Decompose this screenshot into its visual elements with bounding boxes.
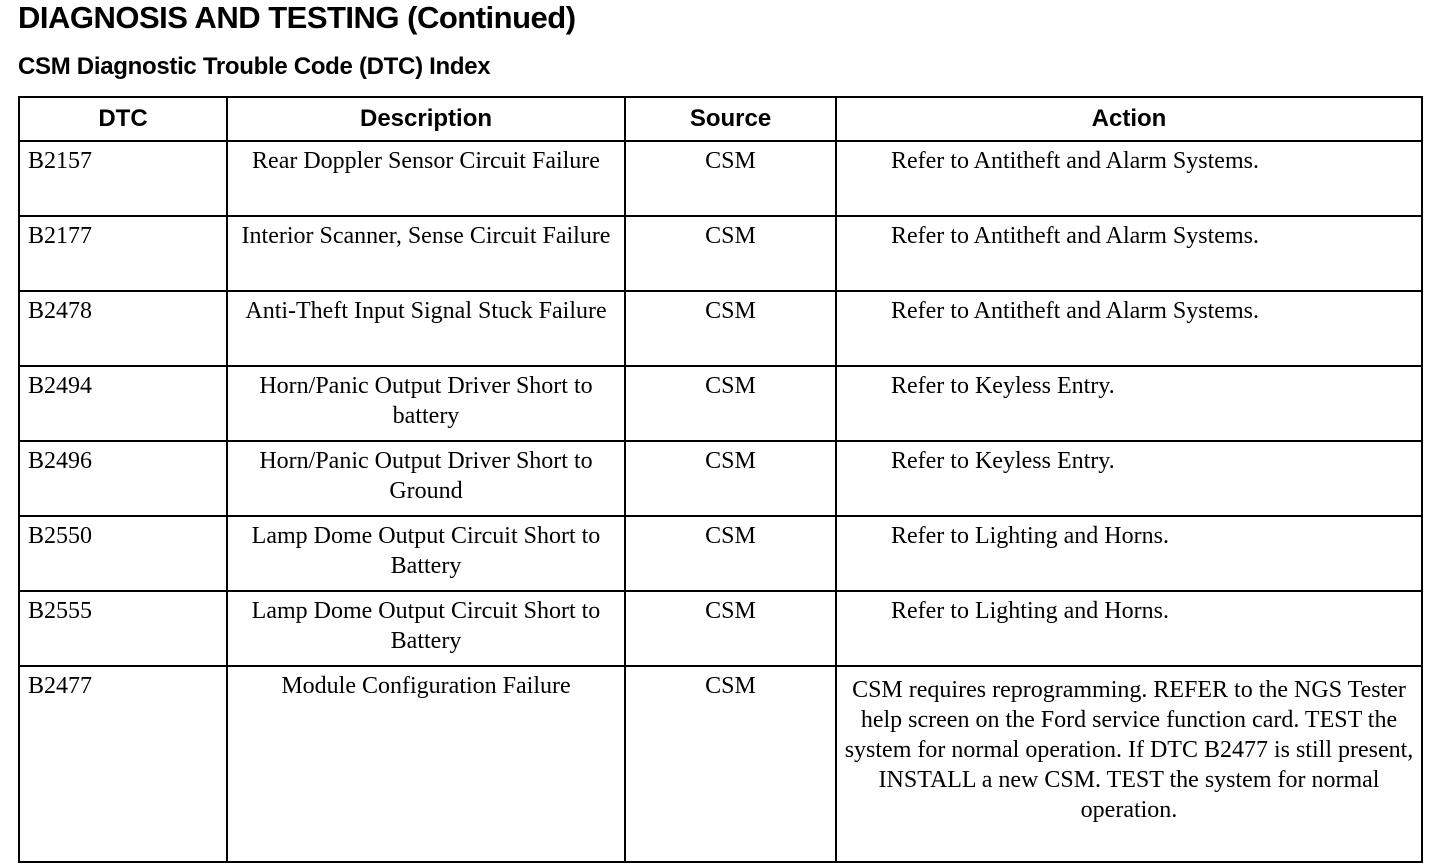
dtc-index-table	[18, 96, 1423, 863]
column-header-source: Source	[625, 97, 836, 141]
source-cell: CSM	[625, 291, 836, 366]
source-cell: CSM	[625, 591, 836, 666]
page-title: DIAGNOSIS AND TESTING (Continued)	[18, 0, 576, 35]
description-cell: Rear Doppler Sensor Circuit Failure	[227, 141, 625, 216]
dtc-code-cell: B2177	[19, 216, 227, 291]
dtc-code-cell: B2478	[19, 291, 227, 366]
table-header-row	[19, 97, 1422, 141]
dtc-code-cell: B2494	[19, 366, 227, 441]
column-header-dtc: DTC	[19, 97, 227, 141]
column-header-action: Action	[836, 97, 1422, 141]
description-cell: Interior Scanner, Sense Circuit Failure	[227, 216, 625, 291]
section-title: CSM Diagnostic Trouble Code (DTC) Index	[18, 53, 491, 80]
action-cell: Refer to Keyless Entry.	[836, 366, 1422, 441]
source-cell: CSM	[625, 216, 836, 291]
source-cell: CSM	[625, 516, 836, 591]
table-row	[19, 291, 1422, 366]
description-cell: Lamp Dome Output Circuit Short to Battery	[227, 591, 625, 666]
description-cell: Anti-Theft Input Signal Stuck Failure	[227, 291, 625, 366]
action-cell: Refer to Antitheft and Alarm Systems.	[836, 291, 1422, 366]
dtc-code-cell: B2496	[19, 441, 227, 516]
description-cell: Lamp Dome Output Circuit Short to Battery	[227, 516, 625, 591]
column-header-description: Description	[227, 97, 625, 141]
dtc-code-cell: B2157	[19, 141, 227, 216]
action-cell: Refer to Lighting and Horns.	[836, 516, 1422, 591]
dtc-code-cell: B2550	[19, 516, 227, 591]
source-cell: CSM	[625, 141, 836, 216]
dtc-code-cell: B2477	[19, 666, 227, 862]
action-cell: Refer to Antitheft and Alarm Systems.	[836, 141, 1422, 216]
description-cell: Horn/Panic Output Driver Short to battery	[227, 366, 625, 441]
source-cell: CSM	[625, 441, 836, 516]
table-row	[19, 216, 1422, 291]
table-row	[19, 666, 1422, 862]
table-row	[19, 441, 1422, 516]
table-row	[19, 516, 1422, 591]
action-cell: Refer to Lighting and Horns.	[836, 591, 1422, 666]
table-row	[19, 591, 1422, 666]
action-cell: CSM requires reprogramming. REFER to the NGS Tester help screen on the Ford service function card. TEST the system for normal operation. If DTC B2477 is still present, INSTALL a new CSM. TEST the system for normal operation.	[836, 666, 1422, 862]
action-cell: Refer to Keyless Entry.	[836, 441, 1422, 516]
source-cell: CSM	[625, 366, 836, 441]
table-row	[19, 366, 1422, 441]
action-cell: Refer to Antitheft and Alarm Systems.	[836, 216, 1422, 291]
description-cell: Horn/Panic Output Driver Short to Ground	[227, 441, 625, 516]
description-cell: Module Configuration Failure	[227, 666, 625, 862]
source-cell: CSM	[625, 666, 836, 862]
table-row	[19, 141, 1422, 216]
dtc-code-cell: B2555	[19, 591, 227, 666]
